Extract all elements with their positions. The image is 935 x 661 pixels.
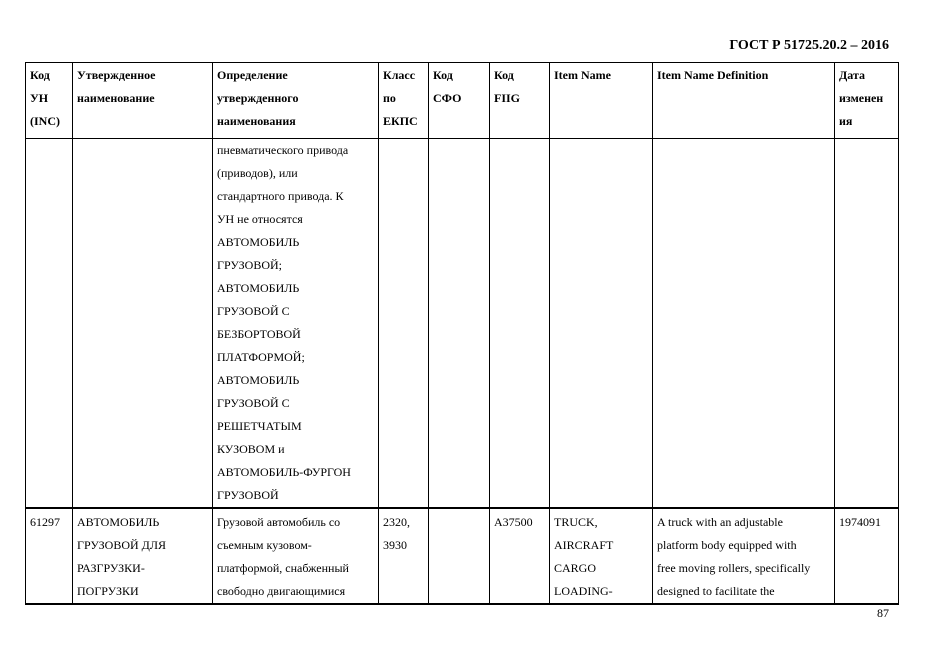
header-approved-name: [73, 63, 213, 139]
text-line: designed to facilitate the: [657, 584, 775, 598]
header-sfo: [429, 63, 490, 139]
text-line: TRUCK,: [554, 515, 598, 529]
header-line: наименования: [217, 114, 296, 128]
header-line: Item Name: [554, 68, 611, 82]
text-line: АВТОМОБИЛЬ: [217, 373, 300, 387]
table-row-continuation: [26, 139, 899, 509]
header-class: [379, 63, 429, 139]
header-line: изменен: [839, 91, 884, 105]
text-line: 3930: [383, 538, 407, 552]
text-line: (приводов), или: [217, 166, 298, 180]
table-header-row: [26, 63, 899, 139]
header-line: утвержденного: [217, 91, 299, 105]
text-line: CARGO: [554, 561, 597, 575]
text-line: platform body equipped with: [657, 538, 797, 552]
text-line: УН не относятся: [217, 212, 303, 226]
header-line: Утвержденное: [77, 68, 156, 82]
cell-fiig: [490, 508, 550, 604]
cell-item-name: [550, 139, 653, 509]
header-line: Определение: [217, 68, 288, 82]
header-line: ЕКПС: [383, 114, 418, 128]
text-line: КУЗОВОМ и: [217, 442, 285, 456]
cell-class: [379, 139, 429, 509]
cell-item-name: [550, 508, 653, 604]
cell-inc: [26, 508, 73, 604]
text-line: ПОГРУЗКИ: [77, 584, 139, 598]
table-row: [26, 508, 899, 604]
header-inc: [26, 63, 73, 139]
text-line: АВТОМОБИЛЬ: [217, 281, 300, 295]
header-item-name: [550, 63, 653, 139]
document-code: ГОСТ Р 51725.20.2 – 2016: [729, 38, 889, 53]
header-line: ия: [839, 114, 853, 128]
header-line: Код: [30, 68, 50, 82]
text-line: РЕШЕТЧАТЫМ: [217, 419, 302, 433]
header-line: Класс: [383, 68, 416, 82]
inc-value: 61297: [30, 515, 60, 529]
fiig-value: A37500: [494, 515, 533, 529]
header-line: FIIG: [494, 91, 521, 105]
text-line: стандартного привода. К: [217, 189, 344, 203]
items-table: [25, 62, 899, 605]
cell-name: [73, 508, 213, 604]
header-date: [835, 63, 899, 139]
cell-name: [73, 139, 213, 509]
text-line: ГРУЗОВОЙ С: [217, 304, 290, 318]
header-line: наименование: [77, 91, 155, 105]
header-line: СФО: [433, 91, 462, 105]
header-line: Код: [494, 68, 514, 82]
text-line: АВТОМОБИЛЬ: [77, 515, 160, 529]
header-line: УН: [30, 91, 49, 105]
date-value: 1974091: [839, 515, 881, 529]
text-line: ГРУЗОВОЙ ДЛЯ: [77, 538, 166, 552]
cell-item-definition: [653, 139, 835, 509]
cell-date: [835, 139, 899, 509]
text-line: 2320,: [383, 515, 410, 529]
cell-definition: [213, 508, 379, 604]
cell-inc: [26, 139, 73, 509]
text-line: БЕЗБОРТОВОЙ: [217, 327, 301, 341]
page-number: 87: [877, 606, 889, 620]
header-line: по: [383, 91, 396, 105]
text-line: съемным кузовом-: [217, 538, 312, 552]
header-line: (INC): [30, 114, 60, 128]
text-line: АВТОМОБИЛЬ-ФУРГОН: [217, 465, 351, 479]
header-line: Item Name Definition: [657, 68, 769, 82]
cell-class: [379, 508, 429, 604]
header-line: Дата: [839, 68, 865, 82]
text-line: свободно двигающимися: [217, 584, 346, 598]
text-line: ГРУЗОВОЙ;: [217, 258, 282, 272]
text-line: A truck with an adjustable: [657, 515, 783, 529]
text-line: ПЛАТФОРМОЙ;: [217, 350, 305, 364]
text-line: LOADING-: [554, 584, 613, 598]
cell-fiig: [490, 139, 550, 509]
cell-date: [835, 508, 899, 604]
text-line: РАЗГРУЗКИ-: [77, 561, 145, 575]
text-line: пневматического привода: [217, 143, 349, 157]
header-line: Код: [433, 68, 453, 82]
header-item-definition: [653, 63, 835, 139]
text-line: Грузовой автомобиль со: [217, 515, 341, 529]
text-line: ГРУЗОВОЙ: [217, 488, 279, 502]
header-fiig: [490, 63, 550, 139]
cell-sfo: [429, 508, 490, 604]
text-line: платформой, снабженный: [217, 561, 349, 575]
text-line: AIRCRAFT: [554, 538, 614, 552]
header-definition: [213, 63, 379, 139]
cell-sfo: [429, 139, 490, 509]
text-line: ГРУЗОВОЙ С: [217, 396, 290, 410]
text-line: АВТОМОБИЛЬ: [217, 235, 300, 249]
cell-definition: [213, 139, 379, 509]
cell-item-definition: [653, 508, 835, 604]
text-line: free moving rollers, specifically: [657, 561, 811, 575]
